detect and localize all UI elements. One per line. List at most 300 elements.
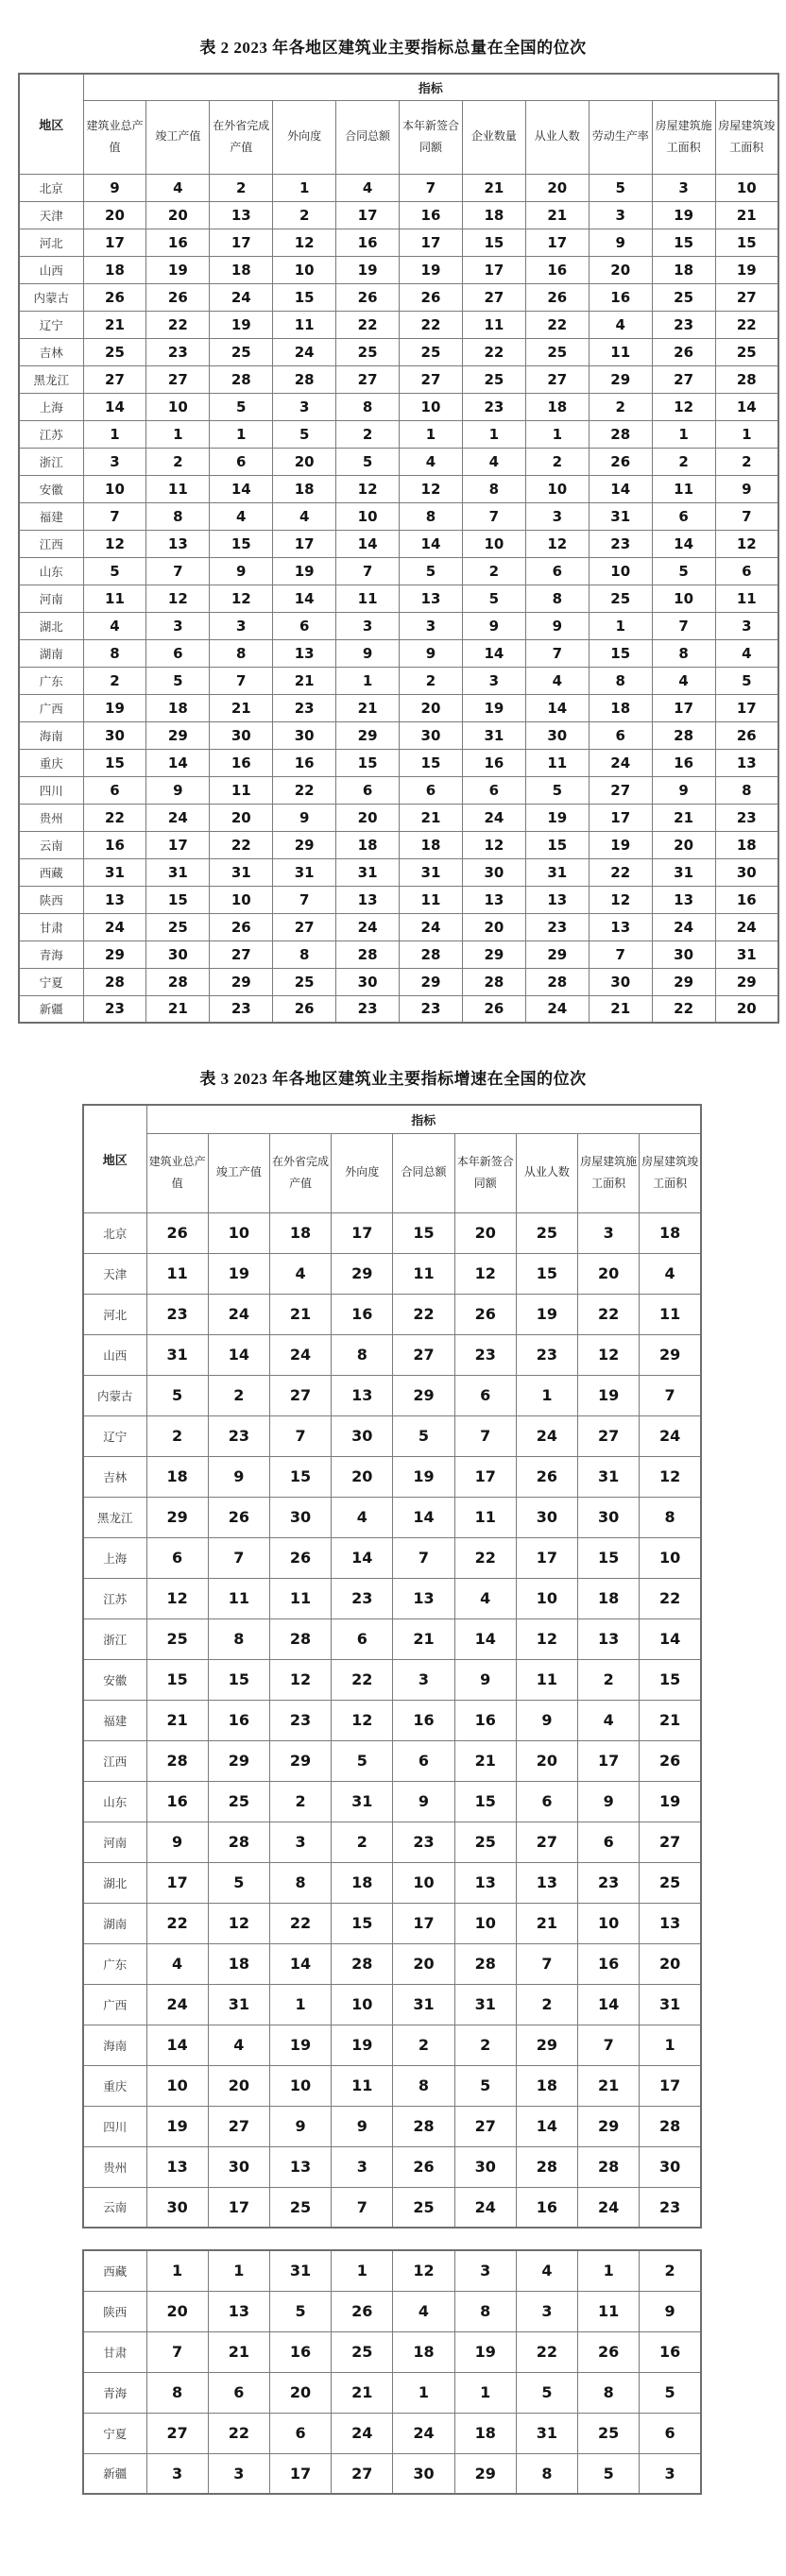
rank-cell: 10 xyxy=(332,1984,393,2025)
region-label: 北京 xyxy=(83,1212,146,1253)
rank-cell: 1 xyxy=(516,1375,577,1415)
indicator-column-header: 房屋建筑施工面积 xyxy=(652,100,715,174)
rank-cell: 27 xyxy=(208,2106,269,2146)
rank-cell: 16 xyxy=(462,749,525,776)
region-label: 贵州 xyxy=(83,2146,146,2187)
rank-cell: 16 xyxy=(273,749,336,776)
rank-cell: 2 xyxy=(273,201,336,229)
rank-cell: 4 xyxy=(336,174,400,201)
rank-cell: 31 xyxy=(454,1984,516,2025)
rank-cell: 19 xyxy=(400,256,463,283)
rank-cell: 26 xyxy=(273,995,336,1023)
rank-cell: 26 xyxy=(454,1294,516,1334)
rank-cell: 11 xyxy=(640,1294,701,1334)
rank-cell: 6 xyxy=(652,502,715,530)
rank-cell: 4 xyxy=(146,174,210,201)
rank-cell: 14 xyxy=(83,393,146,420)
rank-cell: 18 xyxy=(146,1456,208,1497)
rank-cell: 17 xyxy=(208,2187,269,2228)
indicator-column-header: 合同总额 xyxy=(336,100,400,174)
rank-cell: 6 xyxy=(208,2372,269,2413)
rank-cell: 1 xyxy=(273,174,336,201)
rank-cell: 18 xyxy=(589,694,652,721)
rank-cell: 25 xyxy=(652,283,715,311)
rank-cell: 27 xyxy=(146,2413,208,2453)
rank-cell: 21 xyxy=(454,1740,516,1781)
rank-cell: 25 xyxy=(83,338,146,365)
rank-cell: 25 xyxy=(269,2187,331,2228)
rank-cell: 14 xyxy=(652,530,715,557)
rank-cell: 2 xyxy=(208,1375,269,1415)
rank-cell: 14 xyxy=(516,2106,577,2146)
rank-cell: 9 xyxy=(208,1456,269,1497)
region-label: 新疆 xyxy=(19,995,83,1023)
rank-cell: 30 xyxy=(454,2146,516,2187)
rank-cell: 18 xyxy=(83,256,146,283)
table-row xyxy=(83,2187,701,2228)
region-label: 宁夏 xyxy=(83,2413,146,2453)
region-label: 山西 xyxy=(19,256,83,283)
rank-cell: 1 xyxy=(332,2250,393,2291)
region-label: 重庆 xyxy=(19,749,83,776)
rank-cell: 16 xyxy=(210,749,273,776)
region-label: 江西 xyxy=(19,530,83,557)
region-label: 辽宁 xyxy=(19,311,83,338)
rank-cell: 26 xyxy=(640,1740,701,1781)
rank-cell: 6 xyxy=(525,557,589,585)
rank-cell: 30 xyxy=(525,721,589,749)
rank-cell: 20 xyxy=(269,2372,331,2413)
table-row xyxy=(19,776,778,804)
rank-cell: 27 xyxy=(516,1822,577,1862)
region-label: 上海 xyxy=(19,393,83,420)
rank-cell: 16 xyxy=(146,229,210,256)
region-label: 湖北 xyxy=(19,612,83,639)
rank-cell: 5 xyxy=(83,557,146,585)
table-row xyxy=(19,749,778,776)
region-label: 江苏 xyxy=(19,420,83,448)
region-label: 河南 xyxy=(83,1822,146,1862)
table2-rank-totals xyxy=(18,73,779,1024)
rank-cell: 27 xyxy=(578,1415,640,1456)
region-label: 湖南 xyxy=(83,1903,146,1943)
indicator-group-header: 指标 xyxy=(146,1105,701,1133)
rank-cell: 13 xyxy=(83,886,146,913)
table-row xyxy=(83,1294,701,1334)
rank-cell: 17 xyxy=(589,804,652,831)
table3-rank-growth-continued xyxy=(82,2249,702,2495)
rank-cell: 31 xyxy=(83,858,146,886)
region-label: 甘肃 xyxy=(19,913,83,941)
region-label: 新疆 xyxy=(83,2453,146,2494)
rank-cell: 19 xyxy=(146,256,210,283)
rank-cell: 23 xyxy=(210,995,273,1023)
rank-cell: 13 xyxy=(454,1862,516,1903)
region-label: 黑龙江 xyxy=(83,1497,146,1537)
rank-cell: 10 xyxy=(210,886,273,913)
rank-cell: 25 xyxy=(516,1212,577,1253)
rank-cell: 20 xyxy=(462,913,525,941)
indicator-column-header: 从业人数 xyxy=(516,1133,577,1212)
region-label: 辽宁 xyxy=(83,1415,146,1456)
rank-cell: 8 xyxy=(640,1497,701,1537)
rank-cell: 23 xyxy=(652,311,715,338)
rank-cell: 17 xyxy=(336,201,400,229)
rank-cell: 3 xyxy=(589,201,652,229)
region-label: 安徽 xyxy=(83,1659,146,1700)
rank-cell: 1 xyxy=(210,420,273,448)
rank-cell: 21 xyxy=(146,1700,208,1740)
rank-cell: 21 xyxy=(83,311,146,338)
table-row xyxy=(83,1497,701,1537)
rank-cell: 15 xyxy=(210,530,273,557)
rank-cell: 1 xyxy=(146,2250,208,2291)
rank-cell: 6 xyxy=(640,2413,701,2453)
rank-cell: 12 xyxy=(208,1903,269,1943)
rank-cell: 14 xyxy=(336,530,400,557)
table3-rank-growth xyxy=(82,1104,702,2229)
rank-cell: 22 xyxy=(400,311,463,338)
rank-cell: 19 xyxy=(273,557,336,585)
rank-cell: 4 xyxy=(462,448,525,475)
rank-cell: 11 xyxy=(462,311,525,338)
table-row xyxy=(19,667,778,694)
rank-cell: 25 xyxy=(208,1781,269,1822)
indicator-column-header: 建筑业总产值 xyxy=(146,1133,208,1212)
rank-cell: 23 xyxy=(146,338,210,365)
rank-cell: 12 xyxy=(83,530,146,557)
rank-cell: 22 xyxy=(332,1659,393,1700)
table-row xyxy=(83,2372,701,2413)
rank-cell: 11 xyxy=(208,1578,269,1618)
rank-cell: 23 xyxy=(516,1334,577,1375)
rank-cell: 5 xyxy=(273,420,336,448)
indicator-column-header: 建筑业总产值 xyxy=(83,100,146,174)
rank-cell: 24 xyxy=(393,2413,454,2453)
rank-cell: 18 xyxy=(454,2413,516,2453)
rank-cell: 24 xyxy=(578,2187,640,2228)
rank-cell: 21 xyxy=(715,201,778,229)
rank-cell: 12 xyxy=(393,2250,454,2291)
table-row xyxy=(83,2413,701,2453)
rank-cell: 31 xyxy=(269,2250,331,2291)
region-label: 江西 xyxy=(83,1740,146,1781)
rank-cell: 27 xyxy=(715,283,778,311)
rank-cell: 27 xyxy=(273,913,336,941)
table-row xyxy=(19,283,778,311)
rank-cell: 30 xyxy=(146,2187,208,2228)
rank-cell: 13 xyxy=(393,1578,454,1618)
rank-cell: 14 xyxy=(525,694,589,721)
indicator-column-header: 本年新签合同额 xyxy=(400,100,463,174)
table-row xyxy=(19,229,778,256)
rank-cell: 25 xyxy=(210,338,273,365)
rank-cell: 31 xyxy=(336,858,400,886)
rank-cell: 9 xyxy=(652,776,715,804)
rank-cell: 5 xyxy=(589,174,652,201)
table-row xyxy=(19,420,778,448)
rank-cell: 22 xyxy=(454,1537,516,1578)
rank-cell: 27 xyxy=(400,365,463,393)
rank-cell: 15 xyxy=(640,1659,701,1700)
indicator-column-header: 竣工产值 xyxy=(208,1133,269,1212)
rank-cell: 9 xyxy=(273,804,336,831)
rank-cell: 22 xyxy=(210,831,273,858)
indicator-column-header: 在外省完成产值 xyxy=(210,100,273,174)
rank-cell: 23 xyxy=(715,804,778,831)
rank-cell: 31 xyxy=(146,858,210,886)
rank-cell: 10 xyxy=(589,557,652,585)
rank-cell: 20 xyxy=(210,804,273,831)
region-label: 四川 xyxy=(19,776,83,804)
table-row xyxy=(19,475,778,502)
rank-cell: 10 xyxy=(462,530,525,557)
rank-cell: 12 xyxy=(336,475,400,502)
rank-cell: 14 xyxy=(640,1618,701,1659)
rank-cell: 28 xyxy=(210,365,273,393)
rank-cell: 31 xyxy=(400,858,463,886)
table-row xyxy=(83,1822,701,1862)
rank-cell: 10 xyxy=(336,502,400,530)
rank-cell: 16 xyxy=(336,229,400,256)
rank-cell: 8 xyxy=(578,2372,640,2413)
rank-cell: 29 xyxy=(146,721,210,749)
rank-cell: 26 xyxy=(516,1456,577,1497)
rank-cell: 20 xyxy=(589,256,652,283)
rank-cell: 24 xyxy=(516,1415,577,1456)
table2-title: 表 2 2023 年各地区建筑业主要指标总量在全国的位次 xyxy=(199,39,587,57)
table-row xyxy=(83,2453,701,2494)
rank-cell: 16 xyxy=(83,831,146,858)
rank-cell: 10 xyxy=(640,1537,701,1578)
rank-cell: 16 xyxy=(146,1781,208,1822)
rank-cell: 20 xyxy=(332,1456,393,1497)
rank-cell: 27 xyxy=(393,1334,454,1375)
rank-cell: 12 xyxy=(146,585,210,612)
rank-cell: 24 xyxy=(269,1334,331,1375)
rank-cell: 16 xyxy=(715,886,778,913)
rank-cell: 12 xyxy=(273,229,336,256)
rank-cell: 19 xyxy=(578,1375,640,1415)
rank-cell: 29 xyxy=(393,1375,454,1415)
rank-cell: 26 xyxy=(210,913,273,941)
table-row xyxy=(19,721,778,749)
rank-cell: 14 xyxy=(208,1334,269,1375)
rank-cell: 29 xyxy=(516,2025,577,2065)
rank-cell: 16 xyxy=(208,1700,269,1740)
rank-cell: 6 xyxy=(454,1375,516,1415)
rank-cell: 4 xyxy=(210,502,273,530)
rank-cell: 16 xyxy=(640,2331,701,2372)
table-row xyxy=(83,1537,701,1578)
table-row xyxy=(19,338,778,365)
rank-cell: 8 xyxy=(589,667,652,694)
region-label: 西藏 xyxy=(19,858,83,886)
rank-cell: 11 xyxy=(578,2291,640,2331)
rank-cell: 6 xyxy=(146,1537,208,1578)
rank-cell: 23 xyxy=(83,995,146,1023)
rank-cell: 13 xyxy=(462,886,525,913)
rank-cell: 15 xyxy=(332,1903,393,1943)
region-label: 云南 xyxy=(83,2187,146,2228)
rank-cell: 3 xyxy=(578,1212,640,1253)
rank-cell: 28 xyxy=(640,2106,701,2146)
rank-cell: 4 xyxy=(652,667,715,694)
rank-cell: 21 xyxy=(516,1903,577,1943)
rank-cell: 5 xyxy=(269,2291,331,2331)
rank-cell: 21 xyxy=(332,2372,393,2413)
rank-cell: 12 xyxy=(715,530,778,557)
rank-cell: 9 xyxy=(146,776,210,804)
rank-cell: 1 xyxy=(336,667,400,694)
rank-cell: 11 xyxy=(336,585,400,612)
rank-cell: 7 xyxy=(400,174,463,201)
table-row xyxy=(83,1618,701,1659)
rank-cell: 18 xyxy=(578,1578,640,1618)
rank-cell: 27 xyxy=(454,2106,516,2146)
rank-cell: 24 xyxy=(454,2187,516,2228)
rank-cell: 28 xyxy=(332,1943,393,1984)
rank-cell: 12 xyxy=(462,831,525,858)
rank-cell: 24 xyxy=(400,913,463,941)
rank-cell: 17 xyxy=(454,1456,516,1497)
rank-cell: 10 xyxy=(454,1903,516,1943)
rank-cell: 20 xyxy=(652,831,715,858)
rank-cell: 10 xyxy=(273,256,336,283)
rank-cell: 23 xyxy=(454,1334,516,1375)
rank-cell: 5 xyxy=(400,557,463,585)
region-label: 湖北 xyxy=(83,1862,146,1903)
rank-cell: 30 xyxy=(210,721,273,749)
rank-cell: 23 xyxy=(332,1578,393,1618)
rank-cell: 23 xyxy=(269,1700,331,1740)
table-row xyxy=(83,2065,701,2106)
rank-cell: 29 xyxy=(332,1253,393,1294)
table-row xyxy=(19,913,778,941)
rank-cell: 12 xyxy=(652,393,715,420)
region-label: 湖南 xyxy=(19,639,83,667)
rank-cell: 10 xyxy=(652,585,715,612)
rank-cell: 18 xyxy=(208,1943,269,1984)
rank-cell: 25 xyxy=(146,913,210,941)
rank-cell: 2 xyxy=(652,448,715,475)
rank-cell: 3 xyxy=(146,2453,208,2494)
rank-cell: 19 xyxy=(393,1456,454,1497)
rank-cell: 26 xyxy=(589,448,652,475)
rank-cell: 7 xyxy=(83,502,146,530)
rank-cell: 24 xyxy=(525,995,589,1023)
rank-cell: 8 xyxy=(269,1862,331,1903)
rank-cell: 31 xyxy=(640,1984,701,2025)
rank-cell: 3 xyxy=(652,174,715,201)
rank-cell: 28 xyxy=(336,941,400,968)
indicator-column-header: 房屋建筑竣工面积 xyxy=(640,1133,701,1212)
rank-cell: 21 xyxy=(652,804,715,831)
rank-cell: 25 xyxy=(454,1822,516,1862)
rank-cell: 20 xyxy=(208,2065,269,2106)
rank-cell: 21 xyxy=(525,201,589,229)
rank-cell: 14 xyxy=(715,393,778,420)
rank-cell: 23 xyxy=(640,2187,701,2228)
rank-cell: 9 xyxy=(332,2106,393,2146)
rank-cell: 26 xyxy=(208,1497,269,1537)
rank-cell: 13 xyxy=(525,886,589,913)
rank-cell: 30 xyxy=(269,1497,331,1537)
rank-cell: 29 xyxy=(269,1740,331,1781)
rank-cell: 13 xyxy=(400,585,463,612)
rank-cell: 3 xyxy=(462,667,525,694)
region-label: 天津 xyxy=(83,1253,146,1294)
region-label: 吉林 xyxy=(19,338,83,365)
table-row xyxy=(19,858,778,886)
rank-cell: 10 xyxy=(715,174,778,201)
indicator-column-header: 在外省完成产值 xyxy=(269,1133,331,1212)
rank-cell: 31 xyxy=(273,858,336,886)
rank-cell: 6 xyxy=(400,776,463,804)
table-row xyxy=(19,365,778,393)
rank-cell: 3 xyxy=(83,448,146,475)
rank-cell: 13 xyxy=(210,201,273,229)
rank-cell: 5 xyxy=(516,2372,577,2413)
rank-cell: 4 xyxy=(400,448,463,475)
rank-cell: 30 xyxy=(462,858,525,886)
rank-cell: 6 xyxy=(210,448,273,475)
table-row xyxy=(19,201,778,229)
rank-cell: 13 xyxy=(269,2146,331,2187)
rank-cell: 4 xyxy=(516,2250,577,2291)
rank-cell: 11 xyxy=(332,2065,393,2106)
rank-cell: 26 xyxy=(393,2146,454,2187)
rank-cell: 8 xyxy=(332,1334,393,1375)
rank-cell: 27 xyxy=(462,283,525,311)
rank-cell: 28 xyxy=(393,2106,454,2146)
table-row xyxy=(83,1740,701,1781)
region-label: 四川 xyxy=(83,2106,146,2146)
rank-cell: 20 xyxy=(83,201,146,229)
rank-cell: 14 xyxy=(462,639,525,667)
rank-cell: 24 xyxy=(589,749,652,776)
rank-cell: 22 xyxy=(516,2331,577,2372)
table-row xyxy=(19,502,778,530)
rank-cell: 15 xyxy=(146,1659,208,1700)
region-label: 内蒙古 xyxy=(19,283,83,311)
rank-cell: 29 xyxy=(640,1334,701,1375)
rank-cell: 15 xyxy=(715,229,778,256)
rank-cell: 9 xyxy=(336,639,400,667)
rank-cell: 5 xyxy=(146,667,210,694)
rank-cell: 19 xyxy=(462,694,525,721)
rank-cell: 9 xyxy=(516,1700,577,1740)
rank-cell: 2 xyxy=(210,174,273,201)
rank-cell: 30 xyxy=(640,2146,701,2187)
rank-cell: 28 xyxy=(273,365,336,393)
rank-cell: 7 xyxy=(146,557,210,585)
rank-cell: 5 xyxy=(332,1740,393,1781)
rank-cell: 6 xyxy=(269,2413,331,2453)
rank-cell: 12 xyxy=(146,1578,208,1618)
table3-title: 表 3 2023 年各地区建筑业主要指标增速在全国的位次 xyxy=(199,1070,587,1088)
table-row xyxy=(19,530,778,557)
region-label: 山东 xyxy=(83,1781,146,1822)
rank-cell: 31 xyxy=(462,721,525,749)
rank-cell: 19 xyxy=(269,2025,331,2065)
rank-cell: 29 xyxy=(652,968,715,995)
rank-cell: 23 xyxy=(578,1862,640,1903)
rank-cell: 15 xyxy=(146,886,210,913)
rank-cell: 13 xyxy=(336,886,400,913)
rank-cell: 7 xyxy=(525,639,589,667)
rank-cell: 22 xyxy=(578,1294,640,1334)
